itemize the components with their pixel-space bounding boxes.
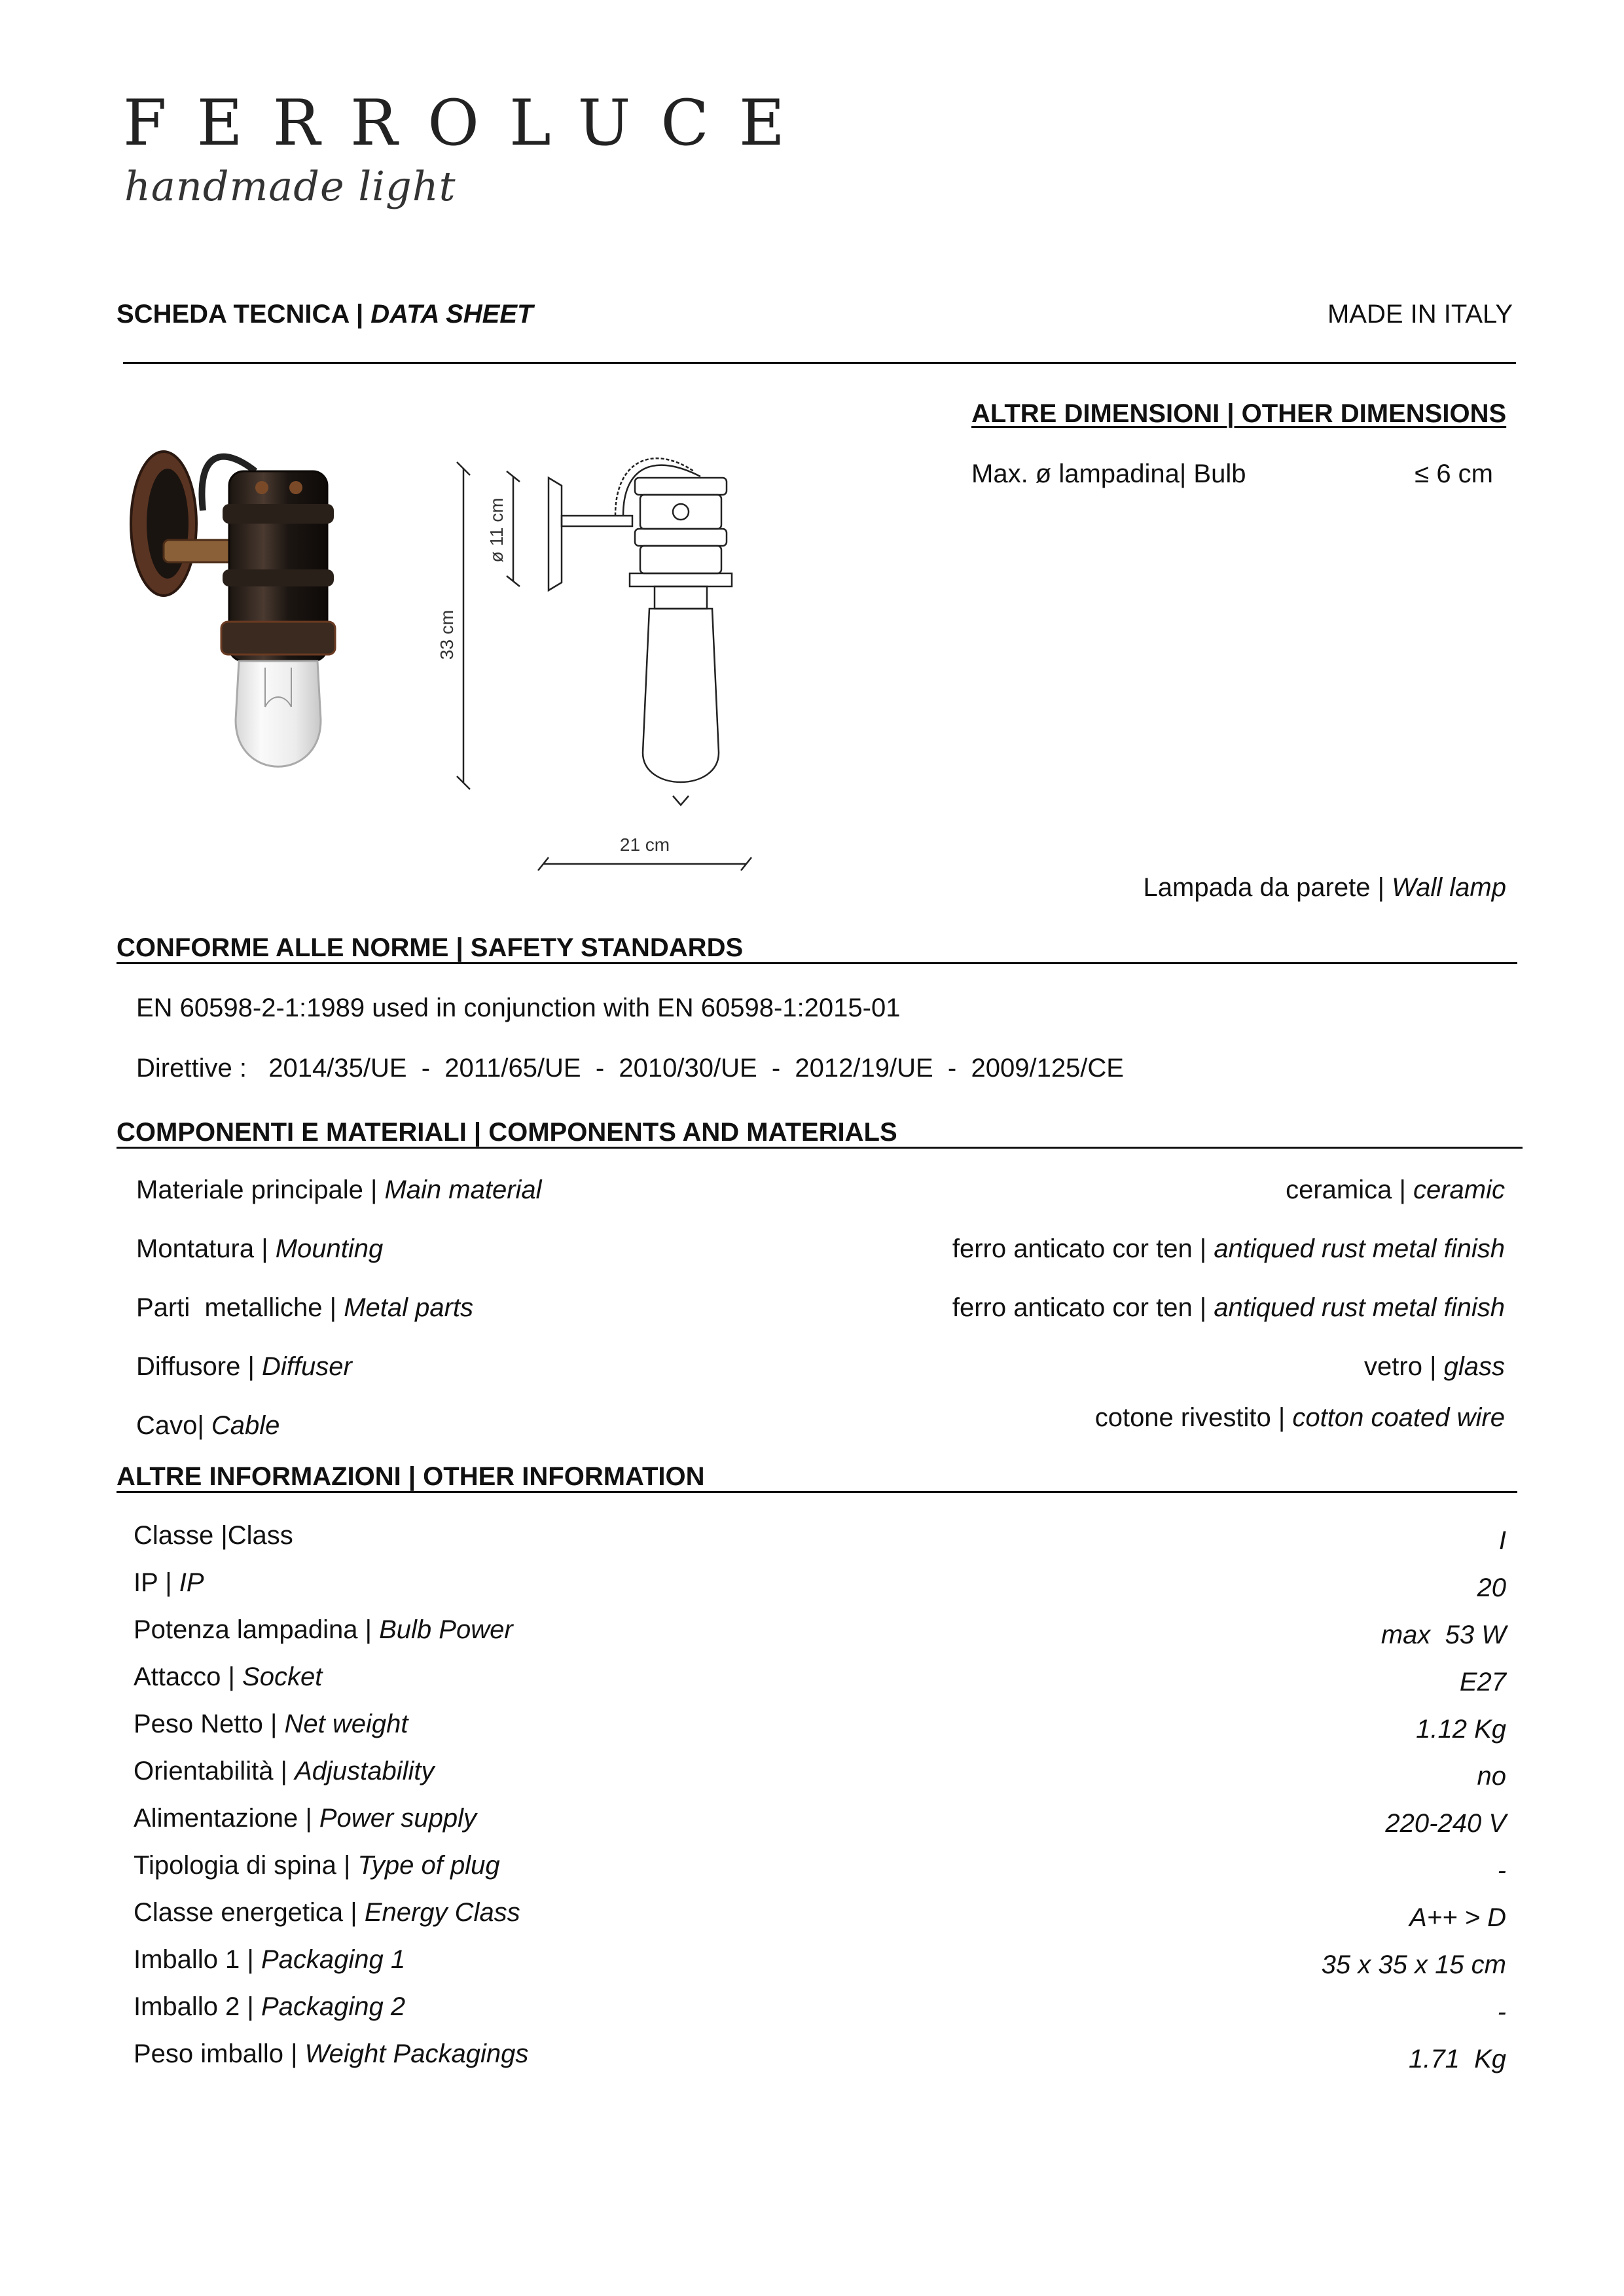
product-type-en: Wall lamp <box>1392 873 1506 902</box>
component-row-value: ferro anticato cor ten | antiqued rust metal finish <box>952 1234 1505 1263</box>
component-row-value: ferro anticato cor ten | antiqued rust metal finish <box>952 1293 1505 1322</box>
info-row-label: Alimentazione | Power supply <box>134 1804 477 1833</box>
component-row-label: Parti metalliche | Metal parts <box>136 1293 474 1322</box>
width-label: 21 cm <box>619 834 670 855</box>
height-label: 33 cm <box>437 609 457 660</box>
product-photo <box>124 425 386 792</box>
info-row-label: Classe |Class <box>134 1521 293 1550</box>
info-row-value: E27 <box>1459 1668 1506 1696</box>
component-row-label: Diffusore | Diffuser <box>136 1352 352 1381</box>
safety-directives-line: Direttive : 2014/35/UE - 2011/65/UE - 2010/30/UE - 2012/19/UE - 2009/125/CE <box>136 1054 1124 1083</box>
info-row-label: Tipologia di spina | Type of plug <box>134 1851 500 1880</box>
info-row-label: Peso imballo | Weight Packagings <box>134 2039 529 2068</box>
info-row-value: 220-240 V <box>1385 1809 1506 1838</box>
info-row-value: no <box>1477 1762 1506 1791</box>
other-info-heading: ALTRE INFORMAZIONI | OTHER INFORMATION <box>117 1462 705 1491</box>
made-in-italy: MADE IN ITALY <box>1327 300 1513 329</box>
technical-drawing <box>419 406 785 877</box>
component-row-label: Montatura | Mounting <box>136 1234 384 1263</box>
product-type-it: Lampada da parete <box>1143 873 1371 902</box>
info-row-label: Classe energetica | Energy Class <box>134 1898 520 1927</box>
info-row-label: Attacco | Socket <box>134 1662 323 1691</box>
component-row-label: Cavo| Cable <box>136 1411 280 1440</box>
safety-heading: CONFORME ALLE NORME | SAFETY STANDARDS <box>117 933 744 962</box>
info-row-value: max 53 W <box>1380 1621 1506 1649</box>
safety-standard-line: EN 60598-2-1:1989 used in conjunction with EN 60598-1:2015-01 <box>136 994 901 1022</box>
header-title <box>117 301 533 327</box>
component-row-value: ceramica | ceramic <box>1286 1175 1505 1204</box>
other-dimensions-heading: ALTRE DIMENSIONI | OTHER DIMENSIONS <box>971 399 1507 428</box>
diameter-label: ø 11 cm <box>486 497 507 563</box>
info-row-value: 1.12 Kg <box>1416 1715 1506 1744</box>
info-row-label: Imballo 2 | Packaging 2 <box>134 1992 406 2021</box>
components-underline <box>117 1147 1523 1149</box>
bulb-diameter-value: ≤ 6 cm <box>1415 459 1493 488</box>
product-type <box>1144 874 1506 901</box>
info-row-value: A++ > D <box>1409 1903 1506 1932</box>
info-row-value: 20 <box>1477 1573 1506 1602</box>
product-type-separator: | <box>1377 873 1384 902</box>
info-row-value: 1.71 Kg <box>1408 2045 1506 2073</box>
header-divider <box>123 362 1516 364</box>
info-row-value: I <box>1498 1526 1506 1555</box>
info-row-label: Orientabilità | Adjustability <box>134 1757 435 1785</box>
header-separator: | <box>355 300 364 329</box>
info-row-label: Potenza lampadina | Bulb Power <box>134 1615 513 1644</box>
info-row-value: - <box>1497 1856 1506 1885</box>
components-heading: COMPONENTI E MATERIALI | COMPONENTS AND MATERIALS <box>117 1118 897 1147</box>
info-row-value: - <box>1497 1998 1506 2026</box>
component-row-value: vetro | glass <box>1364 1352 1505 1381</box>
info-row-label: Imballo 1 | Packaging 1 <box>134 1945 406 1974</box>
info-row-label: Peso Netto | Net weight <box>134 1710 408 1738</box>
header-title-it: SCHEDA TECNICA <box>117 300 349 329</box>
brand-tagline: handmade light <box>124 162 456 210</box>
safety-underline <box>117 962 1517 964</box>
component-row-label: Materiale principale | Main material <box>136 1175 542 1204</box>
header-title-en: DATA SHEET <box>370 300 533 329</box>
other-info-underline <box>117 1491 1517 1493</box>
component-row-value: cotone rivestito | cotton coated wire <box>1094 1403 1505 1432</box>
info-row-label: IP | IP <box>134 1568 204 1597</box>
bulb-diameter-label: Max. ø lampadina| Bulb <box>971 459 1246 488</box>
brand-logo: FERROLUCE <box>123 86 815 160</box>
info-row-value: 35 x 35 x 15 cm <box>1321 1950 1506 1979</box>
